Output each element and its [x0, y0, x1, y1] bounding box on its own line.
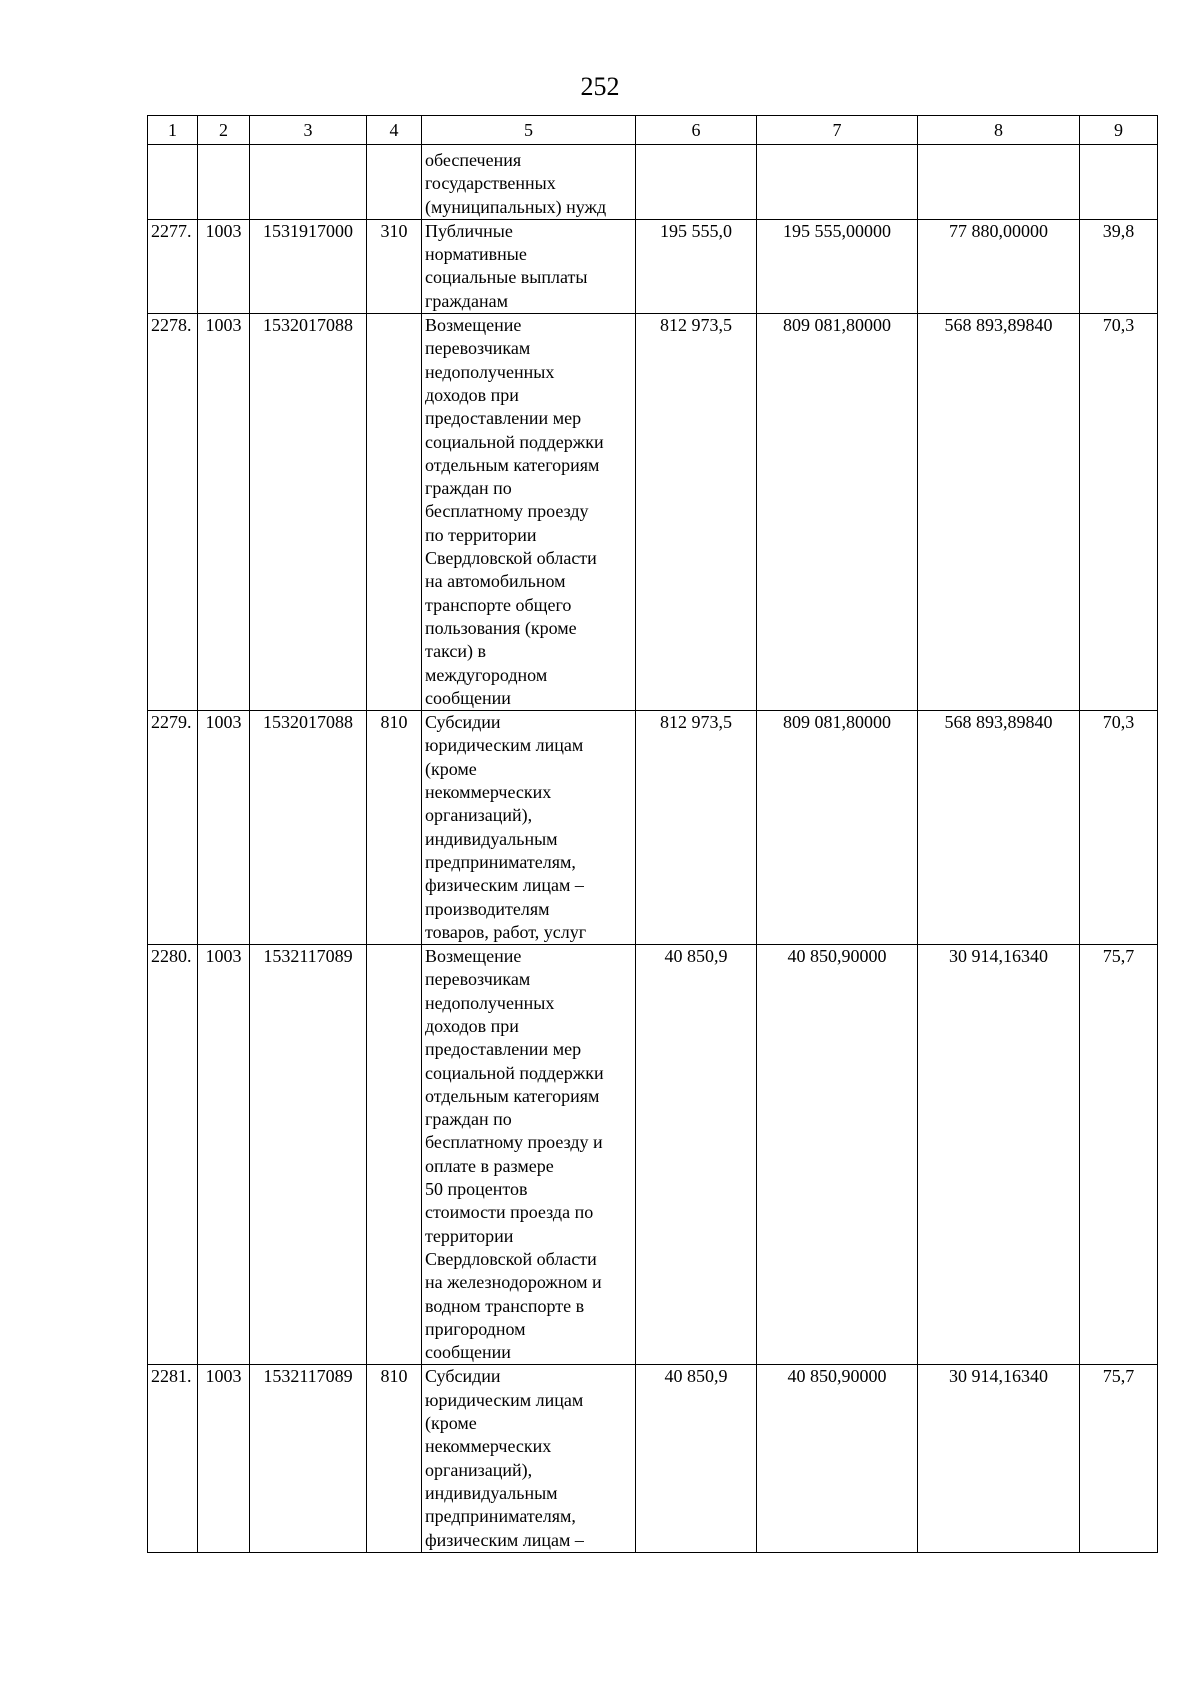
percent-cell: 75,7 [1080, 945, 1158, 1365]
column-header: 4 [367, 116, 422, 145]
planned-amount-cell: 40 850,9 [636, 1365, 757, 1552]
item-name-cell: Субсидии юридическим лицам (кроме некоммерческих организаций), индивидуальным предпринимателям, физическим лицам – [422, 1365, 636, 1552]
page-number: 252 [580, 72, 620, 101]
approved-amount-cell: 40 850,90000 [757, 945, 918, 1365]
executed-amount-cell: 30 914,16340 [918, 945, 1080, 1365]
approved-amount-cell: 809 081,80000 [757, 314, 918, 711]
approved-amount-cell: 809 081,80000 [757, 711, 918, 945]
section-code-cell: 1003 [198, 1365, 250, 1552]
planned-amount-cell [636, 145, 757, 220]
table-row [148, 711, 1158, 945]
executed-amount-cell: 30 914,16340 [918, 1365, 1080, 1552]
column-header: 9 [1080, 116, 1158, 145]
percent-cell [1080, 145, 1158, 220]
expense-kind-cell: 810 [367, 1365, 422, 1552]
column-header: 2 [198, 116, 250, 145]
section-code-cell [198, 145, 250, 220]
planned-amount-cell: 40 850,9 [636, 945, 757, 1365]
section-code-cell: 1003 [198, 945, 250, 1365]
table-row [148, 945, 1158, 1365]
table-row [148, 1365, 1158, 1552]
planned-amount-cell: 812 973,5 [636, 711, 757, 945]
expense-kind-cell [367, 314, 422, 711]
item-name-cell: Возмещение перевозчикам недополученных доходов при предоставлении мер социальной поддержки отдельным категориям граждан по бесплатному проезду и оплате в размере 50 процентов стоимости проезда по территории Свердловской области на железнодорожном и водном транспорте в пригородном сообщении [422, 945, 636, 1365]
item-name-cell: Публичные нормативные социальные выплаты гражданам [422, 219, 636, 313]
executed-amount-cell: 568 893,89840 [918, 711, 1080, 945]
executed-amount-cell [918, 145, 1080, 220]
column-header: 8 [918, 116, 1080, 145]
row-number-cell: 2278. [148, 314, 198, 711]
table-row [148, 219, 1158, 313]
executed-amount-cell: 568 893,89840 [918, 314, 1080, 711]
table-row [148, 314, 1158, 711]
budget-table [147, 115, 1158, 1553]
column-header: 3 [250, 116, 367, 145]
table-row [148, 145, 1158, 220]
planned-amount-cell: 812 973,5 [636, 314, 757, 711]
item-name-cell: обеспечения государственных (муниципальных) нужд [422, 145, 636, 220]
approved-amount-cell [757, 145, 918, 220]
section-code-cell: 1003 [198, 314, 250, 711]
expense-kind-cell: 310 [367, 219, 422, 313]
percent-cell: 75,7 [1080, 1365, 1158, 1552]
row-number-cell: 2281. [148, 1365, 198, 1552]
approved-amount-cell: 195 555,00000 [757, 219, 918, 313]
row-number-cell [148, 145, 198, 220]
column-header: 1 [148, 116, 198, 145]
row-number-cell: 2277. [148, 219, 198, 313]
row-number-cell: 2279. [148, 711, 198, 945]
column-header: 7 [757, 116, 918, 145]
approved-amount-cell: 40 850,90000 [757, 1365, 918, 1552]
target-code-cell: 1532017088 [250, 711, 367, 945]
section-code-cell: 1003 [198, 219, 250, 313]
percent-cell: 39,8 [1080, 219, 1158, 313]
expense-kind-cell [367, 145, 422, 220]
executed-amount-cell: 77 880,00000 [918, 219, 1080, 313]
target-code-cell: 1532117089 [250, 945, 367, 1365]
section-code-cell: 1003 [198, 711, 250, 945]
target-code-cell: 1531917000 [250, 219, 367, 313]
target-code-cell: 1532017088 [250, 314, 367, 711]
column-header: 5 [422, 116, 636, 145]
item-name-cell: Субсидии юридическим лицам (кроме некоммерческих организаций), индивидуальным предпринимателям, физическим лицам – производителям товаров, работ, услуг [422, 711, 636, 945]
percent-cell: 70,3 [1080, 711, 1158, 945]
table-header-row [148, 116, 1158, 145]
target-code-cell [250, 145, 367, 220]
planned-amount-cell: 195 555,0 [636, 219, 757, 313]
expense-kind-cell [367, 945, 422, 1365]
column-header: 6 [636, 116, 757, 145]
expense-kind-cell: 810 [367, 711, 422, 945]
item-name-cell: Возмещение перевозчикам недополученных доходов при предоставлении мер социальной поддержки отдельным категориям граждан по бесплатному проезду по территории Свердловской области на автомобильном транспорте общего пользования (кроме такси) в междугородном сообщении [422, 314, 636, 711]
percent-cell: 70,3 [1080, 314, 1158, 711]
target-code-cell: 1532117089 [250, 1365, 367, 1552]
row-number-cell: 2280. [148, 945, 198, 1365]
